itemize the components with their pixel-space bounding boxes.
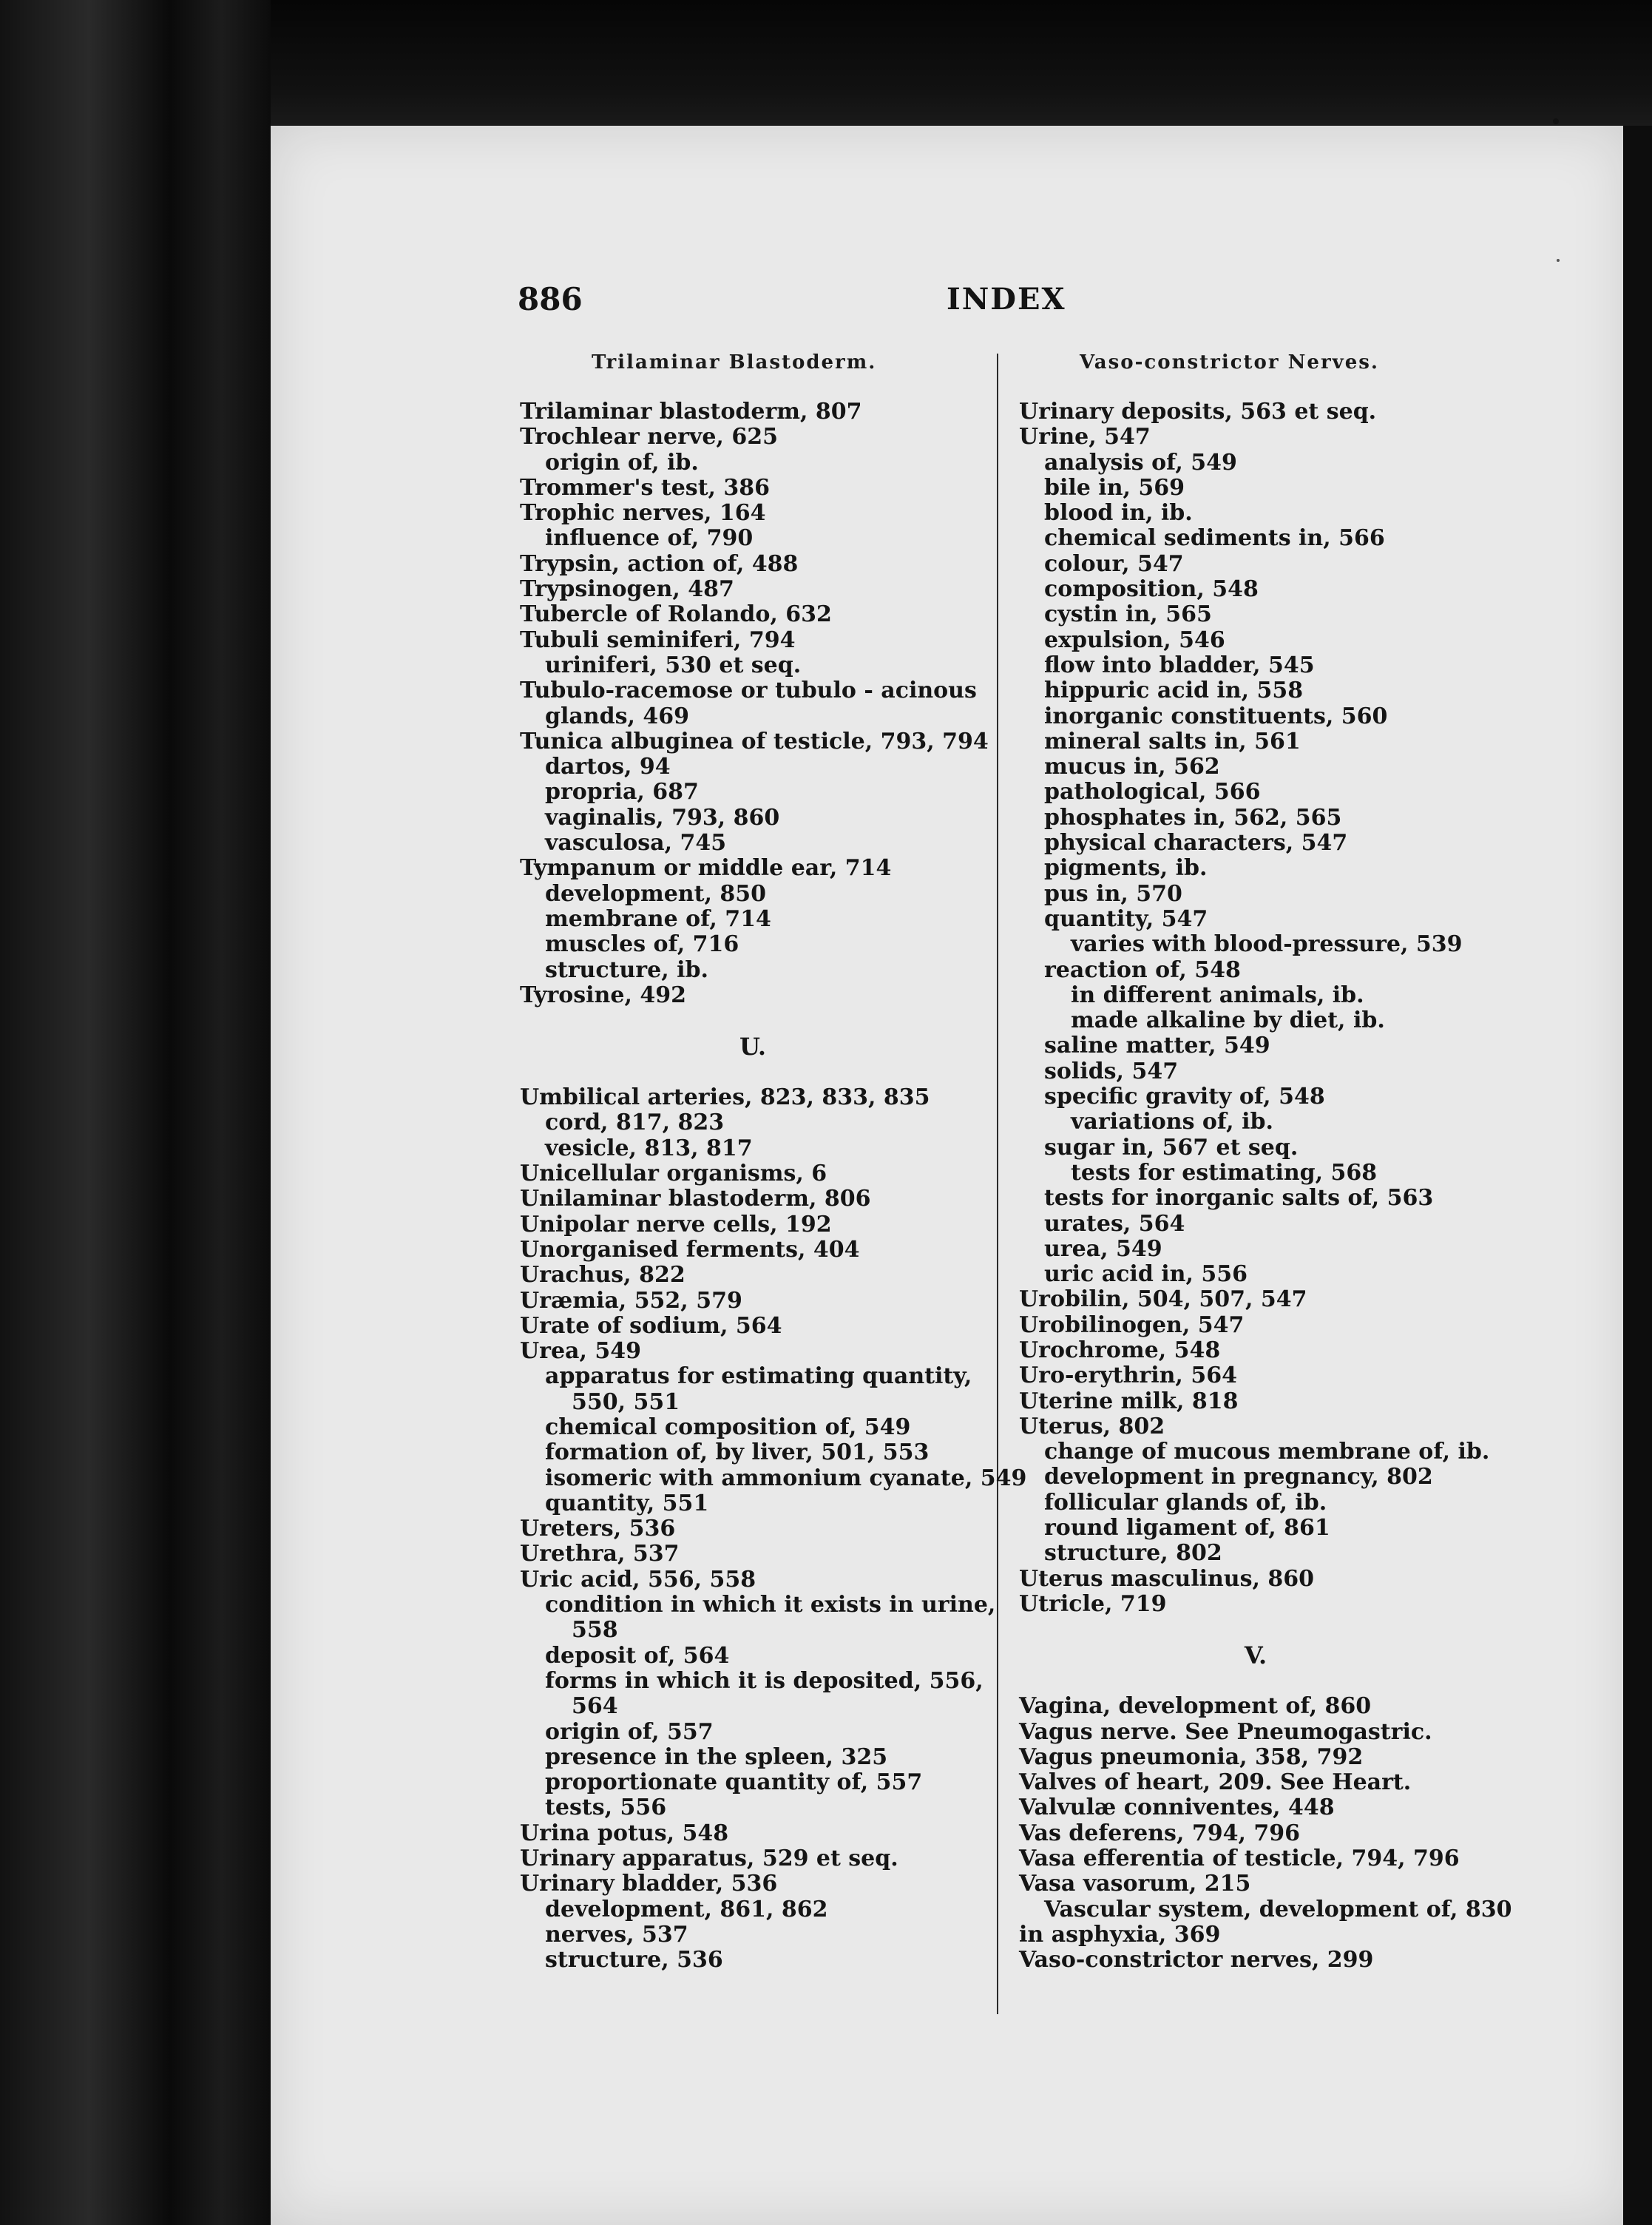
index-subentry: mucus in, 562 — [1044, 754, 1220, 780]
index-entry: Uterus masculinus, 860 — [1019, 1565, 1315, 1592]
section-letter: U. — [739, 1033, 767, 1061]
index-subentry: membrane of, 714 — [545, 905, 771, 932]
index-subentry: 564 — [572, 1693, 618, 1720]
index-subentry: proportionate quantity of, 557 — [545, 1769, 923, 1796]
index-entry: Uric acid, 556, 558 — [520, 1566, 756, 1593]
index-subentry: solids, 547 — [1044, 1058, 1179, 1084]
right-index-column — [1019, 399, 1512, 1974]
index-entry: Urate of sodium, 564 — [520, 1312, 782, 1339]
blank-line — [1019, 1617, 1492, 1632]
blank-line — [520, 1070, 986, 1085]
index-subentry: apparatus for estimating quantity, — [545, 1363, 972, 1390]
index-subentry: urea, 549 — [1044, 1235, 1162, 1262]
index-entry: Vasa efferentia of testicle, 794, 796 — [1019, 1846, 1460, 1872]
index-entry: Trypsinogen, 487 — [520, 576, 734, 603]
index-subentry: propria, 687 — [545, 779, 699, 806]
scan-speck — [1557, 259, 1560, 262]
blank-line — [1019, 1679, 1492, 1694]
index-subentry: inorganic constituents, 560 — [1044, 703, 1388, 729]
index-subentry: cystin in, 565 — [1044, 601, 1212, 628]
index-subentry: formation of, by liver, 501, 553 — [545, 1439, 930, 1466]
index-entry: Ureters, 536 — [520, 1516, 676, 1542]
index-subentry: influence of, 790 — [545, 525, 754, 552]
index-subentry: pus in, 570 — [1044, 880, 1182, 907]
index-entry: Urina potus, 548 — [520, 1820, 729, 1846]
index-entry: in asphyxia, 369 — [1019, 1921, 1221, 1948]
index-subentry: in different animals, ib. — [1071, 982, 1364, 1008]
index-subentry: bile in, 569 — [1044, 474, 1185, 501]
index-subentry: sugar in, 567 et seq. — [1044, 1134, 1299, 1161]
index-entry: Urethra, 537 — [520, 1541, 680, 1567]
index-subentry: saline matter, 549 — [1044, 1033, 1270, 1059]
index-subentry: urates, 564 — [1044, 1210, 1185, 1237]
index-subentry: physical characters, 547 — [1044, 830, 1348, 857]
right-column-heading: Vaso-constrictor Nerves. — [1080, 351, 1379, 374]
index-subentry: vasculosa, 745 — [545, 830, 727, 857]
index-entry: Tympanum or middle ear, 714 — [520, 855, 892, 882]
index-subentry: development, 861, 862 — [545, 1896, 828, 1922]
index-subentry: tests for estimating, 568 — [1071, 1159, 1378, 1186]
index-subentry: 558 — [572, 1617, 618, 1644]
index-subentry: tests for inorganic salts of, 563 — [1044, 1185, 1434, 1212]
index-entry: Vasa vasorum, 215 — [1019, 1871, 1251, 1897]
index-entry: Unipolar nerve cells, 192 — [520, 1211, 832, 1238]
index-subentry: pigments, ib. — [1044, 855, 1208, 882]
index-subentry: development in pregnancy, 802 — [1044, 1464, 1433, 1490]
index-subentry: change of mucous membrane of, ib. — [1044, 1439, 1490, 1465]
index-subentry: deposit of, 564 — [545, 1642, 730, 1669]
page-title: INDEX — [947, 282, 1066, 317]
index-entry: Urea, 549 — [520, 1338, 642, 1365]
index-subentry: variations of, ib. — [1071, 1109, 1273, 1135]
index-entry: Trophic nerves, 164 — [520, 500, 766, 527]
index-subentry: blood in, ib. — [1044, 500, 1193, 527]
index-entry: Vas deferens, 794, 796 — [1019, 1820, 1300, 1846]
index-subentry: origin of, ib. — [545, 449, 699, 476]
index-subentry: nerves, 537 — [545, 1921, 688, 1948]
index-entry: Urinary apparatus, 529 et seq. — [520, 1846, 898, 1872]
index-entry: Vaso-constrictor nerves, 299 — [1019, 1947, 1374, 1974]
index-subentry: expulsion, 546 — [1044, 627, 1225, 653]
blank-line — [520, 1008, 986, 1023]
index-subentry: Vascular system, development of, 830 — [1044, 1896, 1512, 1922]
index-entry: Trilaminar blastoderm, 807 — [520, 399, 862, 425]
index-entry: Urachus, 822 — [520, 1262, 685, 1289]
index-entry: Unilaminar blastoderm, 806 — [520, 1186, 871, 1212]
index-subentry: glands, 469 — [545, 703, 689, 729]
index-subentry: analysis of, 549 — [1044, 449, 1237, 476]
page-number: 886 — [518, 281, 583, 317]
page-edge-shadow — [1623, 126, 1652, 2225]
index-entry: Urinary deposits, 563 et seq. — [1019, 399, 1377, 425]
index-subentry: composition, 548 — [1044, 576, 1259, 603]
index-subentry: origin of, 557 — [545, 1718, 714, 1745]
index-subentry: 550, 551 — [572, 1388, 680, 1415]
index-entry: Urobilinogen, 547 — [1019, 1311, 1245, 1338]
index-subentry: follicular glands of, ib. — [1044, 1489, 1327, 1516]
left-index-column — [520, 399, 1027, 1974]
index-entry: Umbilical arteries, 823, 833, 835 — [520, 1084, 930, 1111]
index-subentry: structure, ib. — [545, 956, 708, 983]
index-entry: Vagus pneumonia, 358, 792 — [1019, 1743, 1364, 1770]
index-entry: Valvulæ conniventes, 448 — [1019, 1794, 1335, 1821]
index-subentry: presence in the spleen, 325 — [545, 1743, 888, 1770]
index-entry: Uterus, 802 — [1019, 1413, 1165, 1439]
index-subentry: isomeric with ammonium cyanate, 549 — [545, 1465, 1027, 1491]
index-subentry: uriniferi, 530 et seq. — [545, 652, 802, 678]
index-entry: Tunica albuginea of testicle, 793, 794 — [520, 728, 989, 754]
index-entry: Uræmia, 552, 579 — [520, 1287, 742, 1314]
index-entry: Valves of heart, 209. See Heart. — [1019, 1769, 1412, 1796]
index-subentry: chemical composition of, 549 — [545, 1414, 911, 1440]
index-subentry: flow into bladder, 545 — [1044, 652, 1315, 678]
index-subentry: vesicle, 813, 817 — [545, 1135, 753, 1161]
index-subentry: muscles of, 716 — [545, 931, 739, 958]
index-entry: Trochlear nerve, 625 — [520, 424, 778, 450]
index-subentry: mineral salts in, 561 — [1044, 728, 1301, 754]
index-entry: Unorganised ferments, 404 — [520, 1236, 860, 1263]
index-subentry: chemical sediments in, 566 — [1044, 525, 1385, 552]
index-subentry: made alkaline by diet, ib. — [1071, 1007, 1385, 1034]
index-entry: Urobilin, 504, 507, 547 — [1019, 1286, 1307, 1313]
index-subentry: quantity, 547 — [1044, 905, 1208, 932]
index-subentry: colour, 547 — [1044, 550, 1184, 577]
index-subentry: condition in which it exists in urine, — [545, 1592, 996, 1618]
section-letter: V. — [1244, 1641, 1267, 1670]
index-entry: Vagus nerve. See Pneumogastric. — [1019, 1718, 1432, 1745]
index-subentry: development, 850 — [545, 880, 766, 907]
index-subentry: varies with blood-pressure, 539 — [1071, 931, 1463, 958]
index-entry: Uro-erythrin, 564 — [1019, 1363, 1237, 1389]
index-entry: Uterine milk, 818 — [1019, 1388, 1239, 1414]
index-entry: Utricle, 719 — [1019, 1590, 1167, 1617]
column-divider — [997, 354, 998, 2014]
index-entry: Vagina, development of, 860 — [1019, 1693, 1372, 1720]
index-subentry: forms in which it is deposited, 556, — [545, 1667, 984, 1694]
index-subentry: cord, 817, 823 — [545, 1110, 725, 1136]
index-subentry: reaction of, 548 — [1044, 956, 1241, 983]
index-subentry: specific gravity of, 548 — [1044, 1084, 1325, 1110]
index-subentry: dartos, 94 — [545, 754, 671, 780]
index-subentry: phosphates in, 562, 565 — [1044, 804, 1342, 831]
index-subentry: uric acid in, 556 — [1044, 1261, 1248, 1288]
index-subentry: round ligament of, 861 — [1044, 1515, 1330, 1542]
left-column-heading: Trilaminar Blastoderm. — [592, 351, 877, 374]
index-entry: Trypsin, action of, 488 — [520, 550, 799, 577]
index-subentry: hippuric acid in, 558 — [1044, 678, 1304, 704]
index-subentry: quantity, 551 — [545, 1490, 709, 1516]
index-entry: Tubuli seminiferi, 794 — [520, 627, 796, 653]
index-entry: Urinary bladder, 536 — [520, 1871, 778, 1897]
index-subentry: pathological, 566 — [1044, 779, 1261, 806]
index-entry: Trommer's test, 386 — [520, 474, 771, 501]
scan-top-margin — [271, 0, 1652, 126]
index-entry: Tyrosine, 492 — [520, 982, 686, 1008]
index-subentry: vaginalis, 793, 860 — [545, 804, 780, 831]
index-entry: Tubulo-racemose or tubulo - acinous — [520, 678, 977, 704]
index-entry: Urochrome, 548 — [1019, 1337, 1221, 1363]
index-entry: Unicellular organisms, 6 — [520, 1161, 827, 1187]
scan-speck — [1553, 118, 1559, 124]
index-subentry: structure, 802 — [1044, 1540, 1222, 1567]
index-entry: Tubercle of Rolando, 632 — [520, 601, 832, 628]
index-subentry: structure, 536 — [545, 1947, 723, 1974]
index-entry: Urine, 547 — [1019, 424, 1151, 450]
index-subentry: tests, 556 — [545, 1794, 667, 1821]
